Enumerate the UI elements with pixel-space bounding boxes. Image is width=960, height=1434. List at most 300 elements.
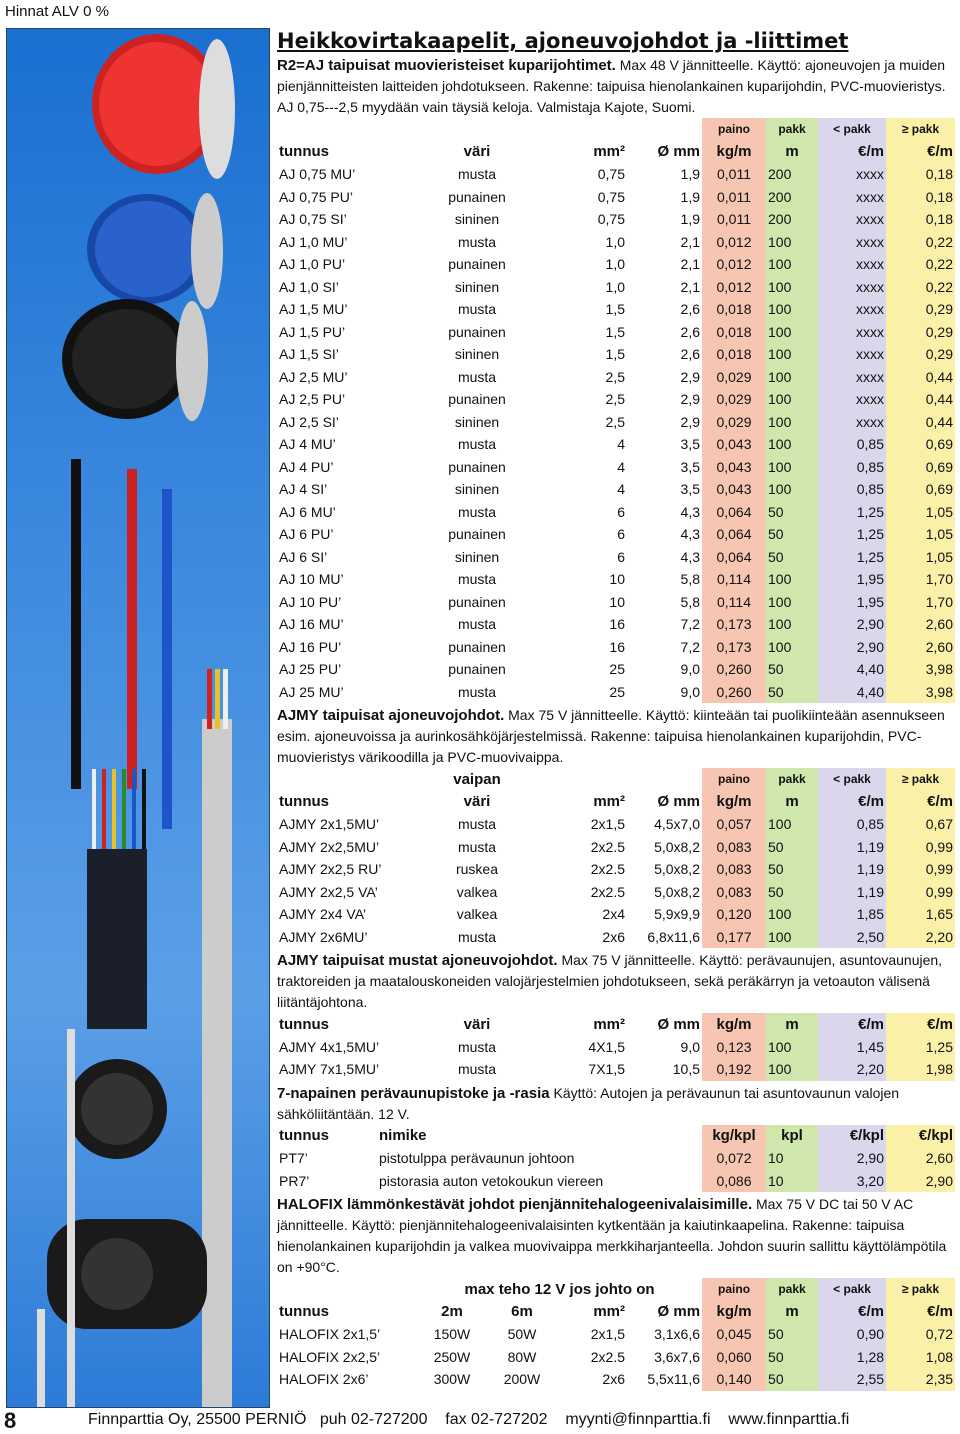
section2-intro <box>277 705 955 768</box>
table-cell: pistotulppa perävaunun johtoon <box>379 1150 575 1167</box>
table-cell: 200W <box>503 1371 541 1388</box>
table-cell: punainen <box>448 323 506 340</box>
table-cell: 2,9 <box>680 391 700 408</box>
table-cell: AJMY 4x1,5MU’ <box>279 1038 380 1055</box>
table-cell: 0,18 <box>886 208 955 231</box>
table-cell: 0,29 <box>886 343 955 366</box>
table-cell: 4 <box>617 436 625 453</box>
table-row <box>277 163 955 186</box>
table-cell: 100 <box>766 456 818 479</box>
section5-desc: Max 75 V DC tai 50 V AC jännitteelle. Käyttö: pienjännitehalogeenivalaisinten kytkentään ja kaiutinkaapelina. Rakenne: taipuisa hienolankainen kuparijohdin ja valkea muovivaippa merkkiharjanteella. Johdon suurin sallittu käyttölämpötila on +90°C. <box>277 1196 947 1275</box>
table-cell: 10 <box>766 1170 818 1193</box>
table-cell: 4,3 <box>680 548 700 565</box>
table-row <box>277 926 955 949</box>
table-cell: sininen <box>454 346 500 363</box>
table-cell: 1,05 <box>886 523 955 546</box>
table-cell: 2,9 <box>680 413 700 430</box>
table-cell: 0,029 <box>702 411 766 434</box>
table-cell: 0,114 <box>702 591 766 614</box>
table-cell: 2,60 <box>886 613 955 636</box>
table-cell: AJ 6 SI’ <box>279 548 328 565</box>
table-row <box>277 253 955 276</box>
table-cell: 4,40 <box>818 681 886 704</box>
table-cell: 3,5 <box>680 481 700 498</box>
table-cell: 0,120 <box>702 903 766 926</box>
table-cell: 100 <box>766 366 818 389</box>
table-cell: AJ 4 SI’ <box>279 481 328 498</box>
table-cell: musta <box>457 436 497 453</box>
ajmy-black-rows <box>277 1036 955 1081</box>
table-cell: 0,173 <box>702 636 766 659</box>
table-cell: 0,75 <box>597 211 625 228</box>
col-vari: väri <box>463 1015 491 1033</box>
table-cell: musta <box>457 368 497 385</box>
table-cell: musta <box>457 301 497 318</box>
table-row <box>277 636 955 659</box>
table-cell: 2,9 <box>680 368 700 385</box>
table-cell: 3,20 <box>818 1170 886 1193</box>
table-cell: punainen <box>448 593 506 610</box>
table-cell: punainen <box>448 458 506 475</box>
col-tunnus: tunnus <box>279 1015 329 1033</box>
table-cell: 1,28 <box>818 1346 886 1369</box>
footer-phone: puh 02-727200 <box>319 1411 428 1428</box>
table-cell: AJ 1,5 MU’ <box>279 301 348 318</box>
table-cell: AJ 2,5 SI’ <box>279 413 339 430</box>
table-row <box>277 433 955 456</box>
table-cell: valkea <box>456 906 498 923</box>
table-cell: 1,0 <box>605 256 625 273</box>
table-cell: 0,011 <box>702 186 766 209</box>
table-cell: 1,25 <box>818 523 886 546</box>
table-cell: 0,85 <box>818 433 886 456</box>
col-nimike: nimike <box>379 1127 427 1145</box>
table-cell: 0,85 <box>818 813 886 836</box>
table-cell: 2,90 <box>818 613 886 636</box>
col-tunnus: tunnus <box>279 1303 329 1321</box>
connector-table <box>277 1125 955 1193</box>
table-cell: 1,19 <box>818 858 886 881</box>
table-row <box>277 501 955 524</box>
table-cell: 4,5x7,0 <box>654 816 700 833</box>
table-cell: 0,29 <box>886 298 955 321</box>
table-row <box>277 568 955 591</box>
table-cell: 100 <box>766 231 818 254</box>
footer-web[interactable]: www.finnparttia.fi <box>728 1411 850 1428</box>
halofix-table <box>277 1278 955 1391</box>
table-cell: 1,9 <box>680 188 700 205</box>
footer <box>88 1411 849 1429</box>
header-vaipan: vaipan <box>453 770 501 788</box>
table-cell: 2x6 <box>602 1371 625 1388</box>
table-cell: 100 <box>766 591 818 614</box>
table-cell: 0,064 <box>702 523 766 546</box>
table-cell: 2x1,5 <box>590 816 625 833</box>
table-cell: 50 <box>766 523 818 546</box>
table-cell: xxxx <box>818 388 886 411</box>
table-cell: AJ 2,5 PU’ <box>279 391 346 408</box>
col-kgkpl: kg/kpl <box>702 1125 766 1148</box>
table-cell: AJ 25 MU’ <box>279 683 344 700</box>
table-cell: AJ 1,0 SI’ <box>279 278 339 295</box>
col-m: m <box>766 1301 818 1324</box>
header-pakk: pakk <box>766 118 818 141</box>
table-cell: 1,5 <box>605 346 625 363</box>
table-cell: 2,35 <box>886 1368 955 1391</box>
table-cell: punainen <box>448 526 506 543</box>
header-lt-pakk: < pakk <box>818 118 886 141</box>
table-header <box>277 1013 955 1036</box>
product-photo <box>6 28 270 1408</box>
table-cell: musta <box>457 166 497 183</box>
table-cell: punainen <box>448 661 506 678</box>
section1-subtitle: R2=AJ taipuisat muovieristeiset kuparijohtimet. <box>277 57 616 74</box>
table-cell: 0,173 <box>702 613 766 636</box>
col-mm2: mm² <box>593 1303 625 1321</box>
col-mm2: mm² <box>593 1015 625 1033</box>
table-cell: 1,70 <box>886 568 955 591</box>
table-cell: musta <box>457 838 497 855</box>
table-cell: 7,2 <box>680 616 700 633</box>
table-cell: AJ 16 MU’ <box>279 616 344 633</box>
table-cell: 250W <box>433 1348 471 1365</box>
table-cell: 50 <box>766 1368 818 1391</box>
col-eur1: €/m <box>818 1301 886 1324</box>
table-cell: sininen <box>454 211 500 228</box>
table-cell: 0,22 <box>886 231 955 254</box>
table-cell: 2,90 <box>886 1170 955 1193</box>
table-cell: AJMY 2x2,5 VA’ <box>279 883 378 900</box>
table-row <box>277 1170 955 1193</box>
table-cell: 50 <box>766 658 818 681</box>
table-cell: valkea <box>456 883 498 900</box>
table-cell: AJ 0,75 PU’ <box>279 188 353 205</box>
table-cell: musta <box>457 683 497 700</box>
table-cell: 0,012 <box>702 231 766 254</box>
table-cell: 1,95 <box>818 591 886 614</box>
table-cell: 1,85 <box>818 903 886 926</box>
table-cell: 5,9x9,9 <box>654 906 700 923</box>
table-row <box>277 411 955 434</box>
table-cell: 5,8 <box>680 593 700 610</box>
table-cell: 4X1,5 <box>588 1038 625 1055</box>
table-row <box>277 591 955 614</box>
table-cell: sininen <box>454 481 500 498</box>
table-cell: musta <box>457 233 497 250</box>
halofix-rows <box>277 1323 955 1391</box>
table-cell: 0,75 <box>597 166 625 183</box>
section4-desc: Käyttö: Autojen ja perävaunun tai asuntovaunun valojen sähköliitäntään. 12 V. <box>277 1084 900 1122</box>
col-tunnus: tunnus <box>279 143 329 161</box>
table-cell: 2,5 <box>605 368 625 385</box>
col-kgm: kg/m <box>702 1301 766 1324</box>
table-cell: punainen <box>448 188 506 205</box>
table-row <box>277 813 955 836</box>
table-cell: 2x2.5 <box>590 883 625 900</box>
table-cell: 0,260 <box>702 681 766 704</box>
table-row <box>277 681 955 704</box>
table-cell: 4 <box>617 481 625 498</box>
table-row <box>277 858 955 881</box>
table-cell: 80W <box>507 1348 537 1365</box>
table-cell: musta <box>457 928 497 945</box>
table-cell: 100 <box>766 613 818 636</box>
table-row <box>277 1147 955 1170</box>
col-vari: väri <box>463 793 491 811</box>
section3-title: AJMY taipuisat mustat ajoneuvojohdot. <box>277 952 558 969</box>
header-lt-pakk: < pakk <box>818 768 886 791</box>
table-cell: 25 <box>609 683 625 700</box>
table-cell: 2,55 <box>818 1368 886 1391</box>
table-cell: 0,18 <box>886 186 955 209</box>
table-cell: 0,44 <box>886 388 955 411</box>
table-cell: 0,44 <box>886 366 955 389</box>
table-cell: 100 <box>766 1036 818 1059</box>
col-mm2: mm² <box>593 793 625 811</box>
table-cell: 100 <box>766 276 818 299</box>
table-cell: 100 <box>766 433 818 456</box>
table-cell: 0,177 <box>702 926 766 949</box>
col-eur1: €/m <box>818 141 886 164</box>
table-cell: 50 <box>766 501 818 524</box>
col-m: m <box>766 141 818 164</box>
table-cell: 5,8 <box>680 571 700 588</box>
table-cell: 3,98 <box>886 681 955 704</box>
table-cell: 50W <box>507 1326 537 1343</box>
table-cell: punainen <box>448 256 506 273</box>
table-row <box>277 546 955 569</box>
table-row <box>277 208 955 231</box>
table-cell: 0,114 <box>702 568 766 591</box>
table-cell: 1,25 <box>818 546 886 569</box>
table-cell: 1,19 <box>818 881 886 904</box>
table-cell: 0,75 <box>597 188 625 205</box>
section4-intro <box>277 1083 955 1125</box>
section1-intro <box>277 55 955 118</box>
table-cell: 10 <box>609 593 625 610</box>
table-cell: 0,67 <box>886 813 955 836</box>
table-cell: 0,064 <box>702 546 766 569</box>
header-ge-pakk: ≥ pakk <box>886 1278 955 1301</box>
col-eur2: €/kpl <box>886 1125 955 1148</box>
table-header <box>277 1301 955 1324</box>
ajmy-cable-table <box>277 768 955 948</box>
table-cell: 4,3 <box>680 503 700 520</box>
table-cell: 2,1 <box>680 256 700 273</box>
table-cell: xxxx <box>818 366 886 389</box>
section5-title: HALOFIX lämmönkestävät johdot pienjännitehalogeenivalaisimille. <box>277 1196 753 1213</box>
footer-email[interactable]: myynti@finnparttia.fi <box>565 1411 711 1428</box>
table-cell: 2,20 <box>818 1058 886 1081</box>
table-cell: musta <box>457 1038 497 1055</box>
table-cell: 10 <box>766 1147 818 1170</box>
table-cell: 100 <box>766 478 818 501</box>
table-cell: 0,69 <box>886 433 955 456</box>
table-header <box>277 791 955 814</box>
content-column <box>277 28 955 1391</box>
table-cell: 0,90 <box>818 1323 886 1346</box>
table-cell: 0,064 <box>702 501 766 524</box>
table-cell: xxxx <box>818 343 886 366</box>
section1-title: Heikkovirtakaapelit, ajoneuvojohdot ja -liittimet <box>277 29 849 53</box>
table-cell: 0,192 <box>702 1058 766 1081</box>
table-cell: musta <box>457 503 497 520</box>
header-ge-pakk: ≥ pakk <box>886 118 955 141</box>
table-cell: 2,50 <box>818 926 886 949</box>
table-cell: musta <box>457 1061 497 1078</box>
table-cell: 4 <box>617 458 625 475</box>
table-header-top <box>277 768 955 791</box>
table-cell: HALOFIX 2x2,5’ <box>279 1348 381 1365</box>
table-cell: 2,60 <box>886 636 955 659</box>
table-cell: 100 <box>766 411 818 434</box>
table-cell: AJ 6 MU’ <box>279 503 336 520</box>
table-cell: 0,22 <box>886 253 955 276</box>
table-row <box>277 231 955 254</box>
table-cell: 2,20 <box>886 926 955 949</box>
table-cell: 3,5 <box>680 436 700 453</box>
table-row <box>277 1368 955 1391</box>
table-cell: 50 <box>766 881 818 904</box>
section4-title: 7-napainen perävaunupistoke ja -rasia <box>277 1084 550 1102</box>
table-cell: musta <box>457 616 497 633</box>
table-header-top <box>277 118 955 141</box>
table-cell: 0,69 <box>886 478 955 501</box>
table-cell: AJ 10 PU’ <box>279 593 342 610</box>
table-cell: 1,98 <box>886 1058 955 1081</box>
table-cell: 50 <box>766 836 818 859</box>
table-row <box>277 388 955 411</box>
table-cell: 4,3 <box>680 526 700 543</box>
table-cell: 100 <box>766 253 818 276</box>
table-cell: 6 <box>617 526 625 543</box>
table-cell: AJ 0,75 MU’ <box>279 166 356 183</box>
table-cell: 0,043 <box>702 433 766 456</box>
table-cell: HALOFIX 2x1,5’ <box>279 1326 381 1343</box>
table-cell: 0,011 <box>702 208 766 231</box>
col-tunnus: tunnus <box>279 793 329 811</box>
table-cell: xxxx <box>818 321 886 344</box>
col-eur2: €/m <box>886 1013 955 1036</box>
table-cell: 1,5 <box>605 301 625 318</box>
table-cell: 0,018 <box>702 321 766 344</box>
table-cell: ruskea <box>455 861 499 878</box>
section1-desc: Max 48 V jännitteelle. Käyttö: ajoneuvojen ja muiden pienjännitteisten laitteiden johdotukseen. Rakenne: taipuisa hienolankainen kuparijohdin, PVC-muovieristys. AJ 0,75---2,5 myydään vain täysiä keloja. Valmistaja Kajote, Suomi. <box>277 57 946 115</box>
table-row <box>277 881 955 904</box>
table-cell: AJ 1,0 PU’ <box>279 256 346 273</box>
table-cell: 7X1,5 <box>588 1061 625 1078</box>
table-row <box>277 1036 955 1059</box>
table-cell: 1,45 <box>818 1036 886 1059</box>
table-cell: 10,5 <box>672 1061 700 1078</box>
table-cell: 2,90 <box>818 1147 886 1170</box>
table-cell: 0,72 <box>886 1323 955 1346</box>
section3-intro <box>277 950 955 1013</box>
table-cell: 0,99 <box>886 836 955 859</box>
table-cell: 5,5x11,6 <box>647 1371 701 1388</box>
table-cell: 1,19 <box>818 836 886 859</box>
table-cell: 1,9 <box>680 166 700 183</box>
table-cell: AJMY 2x6MU’ <box>279 928 368 945</box>
table-cell: 3,98 <box>886 658 955 681</box>
table-cell: 1,9 <box>680 211 700 228</box>
table-cell: 6 <box>617 548 625 565</box>
table-cell: 16 <box>609 638 625 655</box>
table-cell: 2x4 <box>602 906 625 923</box>
header-max-teho: max teho 12 V jos johto on <box>464 1280 655 1298</box>
table-cell: 16 <box>609 616 625 633</box>
table-cell: musta <box>457 571 497 588</box>
cable-illustration <box>7 29 269 1407</box>
table-cell: 1,0 <box>605 233 625 250</box>
table-cell: AJ 6 PU’ <box>279 526 334 543</box>
table-cell: 100 <box>766 388 818 411</box>
col-m: m <box>766 791 818 814</box>
table-row <box>277 1323 955 1346</box>
table-row <box>277 298 955 321</box>
table-cell: 0,44 <box>886 411 955 434</box>
table-cell: AJMY 2x2,5 RU’ <box>279 861 382 878</box>
table-cell: 50 <box>766 858 818 881</box>
table-cell: 3,6x7,6 <box>654 1348 701 1365</box>
table-cell: 2,1 <box>680 233 700 250</box>
table-cell: HALOFIX 2x6’ <box>279 1371 369 1388</box>
table-cell: 0,043 <box>702 478 766 501</box>
col-eur1: €/kpl <box>818 1125 886 1148</box>
table-row <box>277 478 955 501</box>
table-cell: 9,0 <box>680 683 700 700</box>
table-cell: sininen <box>454 548 500 565</box>
table-row <box>277 186 955 209</box>
table-cell: 1,70 <box>886 591 955 614</box>
table-cell: 2x2.5 <box>590 1348 625 1365</box>
table-cell: 0,99 <box>886 881 955 904</box>
table-cell: 10 <box>609 571 625 588</box>
col-eur1: €/m <box>818 791 886 814</box>
col-kpl: kpl <box>766 1125 818 1148</box>
table-cell: 6,8x11,6 <box>647 928 700 945</box>
table-cell: 100 <box>766 343 818 366</box>
table-cell: 9,0 <box>680 1038 700 1055</box>
table-cell: 50 <box>766 546 818 569</box>
table-cell: 100 <box>766 813 818 836</box>
table-cell: AJMY 2x4 VA’ <box>279 906 367 923</box>
table-row <box>277 903 955 926</box>
footer-fax: fax 02-727202 <box>445 1411 548 1428</box>
table-cell: 0,029 <box>702 388 766 411</box>
table-cell: 0,123 <box>702 1036 766 1059</box>
col-m: m <box>766 1013 818 1036</box>
col-mm2: mm² <box>593 143 625 161</box>
table-cell: AJ 4 MU’ <box>279 436 336 453</box>
table-cell: 7,2 <box>680 638 700 655</box>
table-cell: 2x6 <box>602 928 625 945</box>
table-cell: xxxx <box>818 208 886 231</box>
table-cell: 2,5 <box>605 391 625 408</box>
table-cell: 2x1,5 <box>590 1326 625 1343</box>
table-header <box>277 1125 955 1148</box>
table-cell: AJ 10 MU’ <box>279 571 344 588</box>
table-cell: 1,95 <box>818 568 886 591</box>
footer-company: Finnparttia Oy, 25500 PERNIÖ <box>88 1411 307 1428</box>
header-lt-pakk: < pakk <box>818 1278 886 1301</box>
table-cell: 1,25 <box>818 501 886 524</box>
table-cell: 50 <box>766 681 818 704</box>
table-cell: 1,05 <box>886 546 955 569</box>
table-cell: 0,018 <box>702 298 766 321</box>
table-cell: AJ 1,5 PU’ <box>279 323 346 340</box>
table-cell: 100 <box>766 1058 818 1081</box>
